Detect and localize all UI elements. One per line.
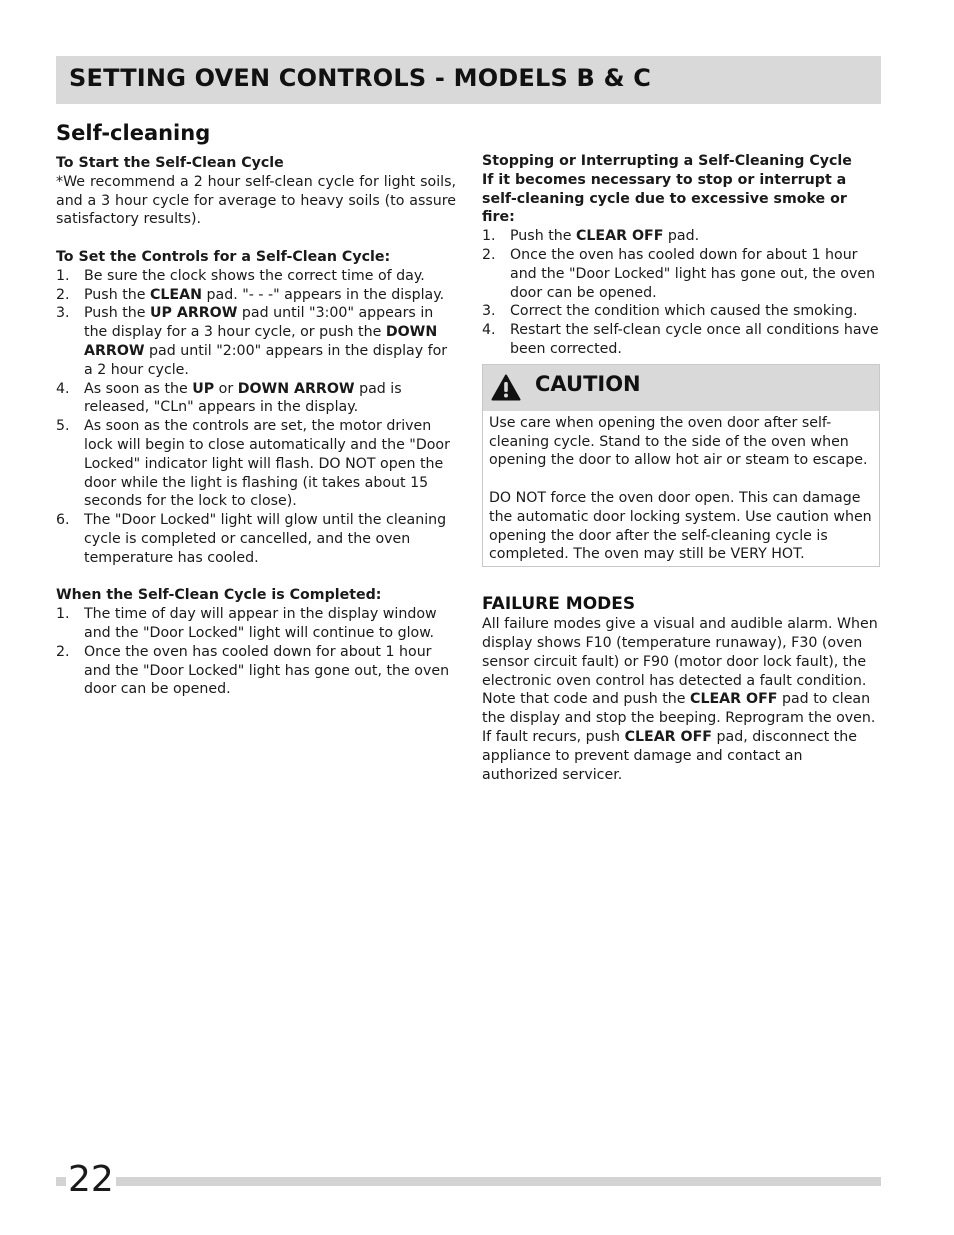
- list-item-text: Push the CLEAR OFF pad.: [510, 228, 700, 245]
- failure-modes-text: All failure modes give a visual and audible alarm. When display shows F10 (temperature runaway), F30 (oven sensor circuit fault) or F90 (motor door lock fault), the electronic oven control has detected a fault condition. Note that code and push the CLEAR OFF pad to clean the display and stop the beeping. Reprogram the oven. If fault recurs, push CLEAR OFF pad, disconnect the appliance to prevent damage and contact an authorized servicer.: [482, 616, 878, 783]
- list-item-number: 4.: [56, 380, 70, 397]
- bold-term: UP: [192, 380, 215, 397]
- list-item-text: The time of day will appear in the display window and the "Door Locked" light will continue to glow.: [84, 606, 437, 641]
- list-item-number: 2.: [56, 643, 70, 660]
- page-title: SETTING OVEN CONTROLS - MODELS B & C: [69, 64, 652, 92]
- failure-modes-title: FAILURE MODES: [482, 594, 636, 615]
- list-item-text: Once the oven has cooled down for about 1 hour and the "Door Locked" light has gone out, the oven door can be opened.: [84, 643, 450, 698]
- list-item-text: Restart the self-clean cycle once all conditions have been corrected.: [510, 322, 879, 357]
- completed-list: [56, 605, 456, 699]
- list-item-number: 6.: [56, 512, 70, 529]
- list-item: [482, 302, 882, 321]
- list-item-text: As soon as the UP or DOWN ARROW pad is released, "CLn" appears in the display.: [84, 380, 402, 416]
- list-item: [482, 321, 882, 359]
- start-text: *We recommend a 2 hour self-clean cycle for light soils, and a 3 hour cycle for average to heavy soils (to assure satisfactory results).: [56, 173, 456, 228]
- list-item-number: 1.: [482, 228, 496, 245]
- list-item-number: 2.: [56, 286, 70, 303]
- caution-header: [483, 365, 879, 411]
- footer-bar: [56, 1177, 881, 1186]
- bold-term: UP ARROW: [149, 305, 238, 322]
- header-bar: [56, 56, 881, 104]
- list-item: [56, 643, 456, 699]
- list-item-text: Push the UP ARROW pad until "3:00" appears in the display for a 3 hour cycle, or push the DOWN ARROW pad until "2:00" appears in the display for a 2 hour cycle.: [84, 305, 448, 378]
- section-title: Self-cleaning: [56, 121, 211, 145]
- bold-term: CLEAR OFF: [690, 691, 778, 708]
- caution-paragraph-2: DO NOT force the oven door open. This can damage the automatic door locking system. Use caution when opening the door after the self-cleaning cycle is completed. The oven may still be VERY HOT.: [489, 489, 872, 563]
- caution-title: CAUTION: [535, 371, 641, 396]
- list-item-text: Be sure the clock shows the correct time of day.: [84, 267, 425, 284]
- list-item-text: Correct the condition which caused the smoking.: [510, 303, 858, 320]
- list-item: [56, 511, 456, 567]
- list-item-number: 3.: [56, 305, 70, 322]
- bold-term: CLEAR OFF: [624, 728, 712, 745]
- list-item: [56, 267, 456, 286]
- bold-term: DOWN ARROW: [84, 324, 438, 359]
- set-controls-list: [56, 267, 456, 568]
- set-controls-heading: To Set the Controls for a Self-Clean Cycle:: [56, 248, 391, 265]
- right-column: [482, 152, 882, 784]
- list-item-number: 1.: [56, 267, 70, 284]
- list-item-number: 5.: [56, 418, 70, 435]
- list-item: [56, 286, 456, 305]
- bold-term: CLEAR OFF: [575, 228, 664, 245]
- list-item-number: 4.: [482, 322, 496, 339]
- caution-paragraph-1: Use care when opening the oven door after self-cleaning cycle. Stand to the side of the oven when opening the door to allow hot air or steam to escape.: [489, 414, 868, 469]
- stopping-heading: Stopping or Interrupting a Self-Cleaning Cycle: [482, 153, 852, 169]
- list-item-text: The "Door Locked" light will glow until the cleaning cycle is completed or cancelled, and the oven temperature has cooled.: [84, 512, 447, 566]
- list-item-number: 2.: [482, 246, 496, 263]
- start-heading: To Start the Self-Clean Cycle: [56, 155, 284, 171]
- list-item: [56, 605, 456, 643]
- stopping-subheading: If it becomes necessary to stop or interrupt a self-cleaning cycle due to excessive smoke or fire:: [482, 171, 847, 226]
- list-item-text: Push the CLEAN pad. "- - -" appears in the display.: [84, 286, 445, 303]
- page-number: 22: [68, 1159, 114, 1200]
- completed-heading: When the Self-Clean Cycle is Completed:: [56, 587, 382, 604]
- list-item: [56, 380, 456, 418]
- left-column: [56, 154, 456, 699]
- list-item-text: Once the oven has cooled down for about 1 hour and the "Door Locked" light has gone out, the oven door can be opened.: [510, 246, 876, 301]
- list-item-number: 3.: [482, 303, 496, 320]
- list-item-number: 1.: [56, 606, 70, 623]
- list-item: [482, 246, 882, 302]
- bold-term: DOWN ARROW: [237, 380, 355, 397]
- caution-box: [482, 364, 880, 567]
- bold-term: CLEAN: [149, 286, 202, 303]
- list-item: [56, 304, 456, 379]
- list-item: [482, 227, 882, 246]
- list-item: [56, 417, 456, 511]
- stopping-list: [482, 227, 882, 359]
- warning-triangle-icon: [491, 374, 521, 401]
- caution-body: [483, 411, 879, 566]
- list-item-text: As soon as the controls are set, the motor driven lock will begin to close automatically and the "Door Locked" indicator light will flash. DO NOT open the door while the light is flashing (it takes about 15 seconds for the lock to close).: [84, 418, 450, 510]
